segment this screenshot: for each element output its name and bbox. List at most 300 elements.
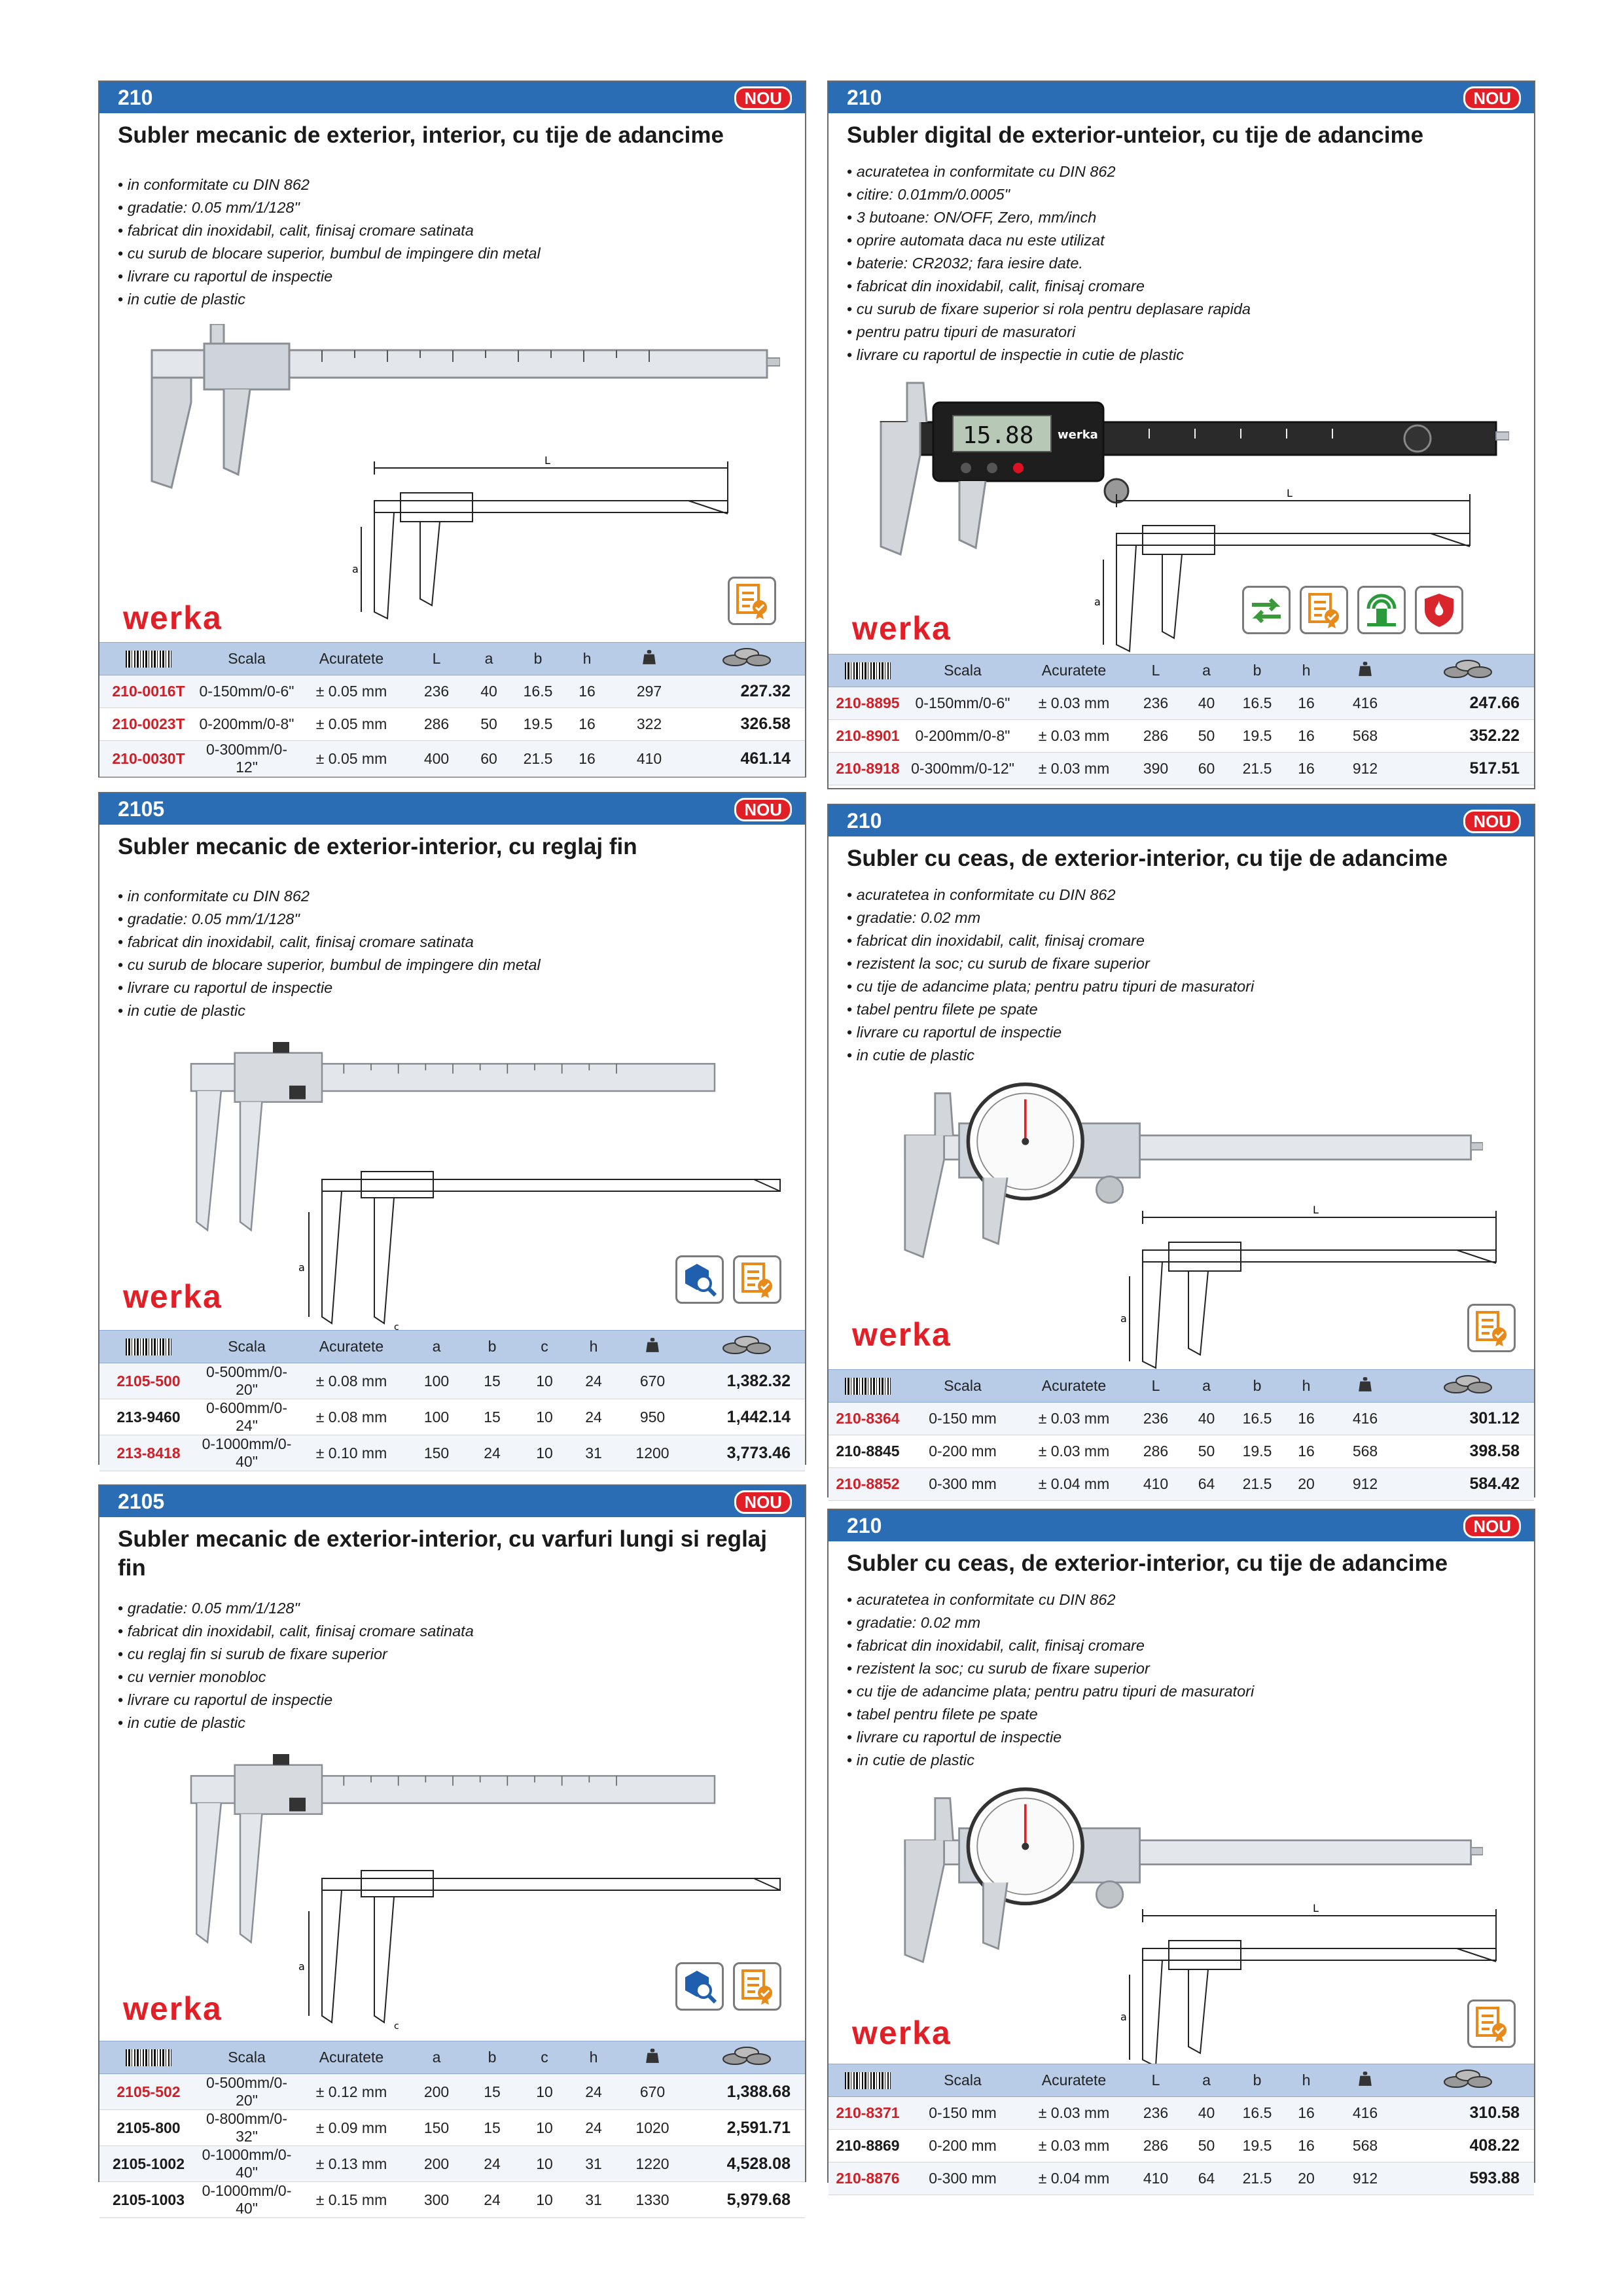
spec-table (829, 2064, 1534, 2195)
barcode-icon (829, 1370, 907, 1403)
table-header-row (829, 2064, 1534, 2097)
feature-item: • fabricat din inoxidabil, calit, finisaj cromare satinata (118, 1620, 792, 1643)
feature-badges (728, 577, 776, 625)
certificate-icon (728, 577, 776, 625)
cell-b: 19.5 (1231, 720, 1283, 753)
spec-table (99, 642, 805, 777)
column-header-acuratete: Acuratete (1018, 1370, 1130, 1403)
column-header-acuratete: Acuratete (1018, 655, 1130, 687)
feature-item: • fabricat din inoxidabil, calit, finisaj cromare (847, 929, 1521, 952)
cell-acuratete: ± 0.12 mm (296, 2074, 407, 2110)
table-row (829, 2162, 1534, 2195)
feature-item: • in cutie de plastic (847, 1749, 1521, 1772)
article-code: 210-8901 (829, 720, 907, 753)
cell-h: 16 (564, 675, 610, 708)
column-header-a: a (1182, 655, 1231, 687)
barcode-icon (829, 655, 907, 687)
table-row (99, 675, 805, 708)
cell-c: 10 (518, 1363, 571, 1399)
cell-weight: 1020 (616, 2110, 688, 2146)
feature-item: • in cutie de plastic (118, 288, 792, 311)
cell-a: 150 (407, 1435, 466, 1471)
cell-c: 10 (518, 2146, 571, 2182)
coins-icon (1401, 655, 1534, 687)
cell-b: 16.5 (1231, 1403, 1283, 1435)
product-group-code: 2105 (118, 1490, 165, 1513)
column-header-c: c (518, 1331, 571, 1363)
cell-b: 21.5 (1231, 753, 1283, 785)
column-header-acuratete: Acuratete (296, 2041, 407, 2074)
signal-icon (1357, 586, 1406, 634)
weight-icon (1329, 1370, 1401, 1403)
cell-L: 286 (1130, 1435, 1182, 1468)
cell-weight: 322 (610, 708, 688, 741)
cell-c: 10 (518, 2182, 571, 2218)
feature-item: • oprire automata daca nu este utilizat (847, 229, 1521, 252)
panel-header (829, 82, 1534, 113)
cell-h: 31 (571, 1435, 616, 1471)
table-row (829, 720, 1534, 753)
cell-b: 21.5 (1231, 2162, 1283, 2195)
feature-item: • livrare cu raportul de inspectie (118, 265, 792, 288)
feature-item: • cu tije de adancime plata; pentru patru tipuri de masuratori (847, 975, 1521, 998)
cell-weight: 912 (1329, 1468, 1401, 1501)
brand-logo: werka (852, 2015, 952, 2051)
cell-a: 100 (407, 1363, 466, 1399)
column-header-L: L (1130, 1370, 1182, 1403)
cell-a: 50 (1182, 1435, 1231, 1468)
column-header-h: h (571, 1331, 616, 1363)
cell-scala: 0-500mm/0-20" (198, 1363, 296, 1399)
cell-acuratete: ± 0.03 mm (1018, 753, 1130, 785)
column-header-b: b (512, 643, 564, 675)
article-code: 2105-1003 (99, 2182, 198, 2218)
cell-a: 50 (1182, 720, 1231, 753)
feature-item: • gradatie: 0.02 mm (847, 1611, 1521, 1634)
feature-item: • in cutie de plastic (118, 999, 792, 1022)
cell-b: 24 (466, 2146, 518, 2182)
cell-scala: 0-150 mm (907, 1403, 1018, 1435)
table-row (99, 2110, 805, 2146)
cell-a: 40 (466, 675, 512, 708)
feature-item: • livrare cu raportul de inspectie (118, 1689, 792, 1712)
cell-scala: 0-1000mm/0-40" (198, 2146, 296, 2182)
article-code: 210-8852 (829, 1468, 907, 1501)
article-code: 210-8918 (829, 753, 907, 785)
new-badge: NOU (734, 798, 792, 821)
feature-item: • in cutie de plastic (847, 1044, 1521, 1067)
table-row (99, 1399, 805, 1435)
cell-a: 50 (466, 708, 512, 741)
table-header-row (99, 643, 805, 675)
cell-price: 1,388.68 (688, 2074, 805, 2110)
product-group-code: 210 (847, 809, 882, 833)
feature-item: • gradatie: 0.05 mm/1/128" (118, 1597, 792, 1620)
cell-acuratete: ± 0.10 mm (296, 1435, 407, 1471)
table-row (829, 1403, 1534, 1435)
cell-weight: 670 (616, 1363, 688, 1399)
cell-c: 10 (518, 2074, 571, 2110)
barcode-icon (99, 1331, 198, 1363)
cell-scala: 0-300 mm (907, 1468, 1018, 1501)
product-title: Subler mecanic de exterior, interior, cu tije de adancime (118, 122, 724, 148)
product-panel-210-mechanic (98, 81, 806, 778)
column-header-a: a (1182, 1370, 1231, 1403)
brand-logo: werka (123, 600, 223, 636)
cell-scala: 0-300mm/0-12" (907, 753, 1018, 785)
table-row (99, 1435, 805, 1471)
article-code: 210-0023T (99, 708, 198, 741)
feature-item: • livrare cu raportul de inspectie in cutie de plastic (847, 344, 1521, 367)
cell-L: 400 (407, 741, 466, 777)
cell-acuratete: ± 0.09 mm (296, 2110, 407, 2146)
cell-price: 301.12 (1401, 1403, 1534, 1435)
column-header-scala: Scala (907, 2064, 1018, 2097)
barcode-icon (829, 2064, 907, 2097)
product-panel-2105-long (98, 1484, 806, 2217)
cell-weight: 1330 (616, 2182, 688, 2218)
article-code: 213-9460 (99, 1399, 198, 1435)
cell-h: 16 (1283, 753, 1329, 785)
cell-h: 31 (571, 2146, 616, 2182)
cell-scala: 0-200mm/0-8" (907, 720, 1018, 753)
cell-price: 4,528.08 (688, 2146, 805, 2182)
column-header-scala: Scala (198, 1331, 296, 1363)
feature-list (847, 1588, 1521, 1772)
cell-c: 10 (518, 1399, 571, 1435)
cell-a: 200 (407, 2146, 466, 2182)
feature-item: • tabel pentru filete pe spate (847, 1703, 1521, 1726)
cell-acuratete: ± 0.05 mm (296, 675, 407, 708)
product-title: Subler cu ceas, de exterior-interior, cu tije de adancime (847, 1551, 1448, 1576)
cell-h: 24 (571, 1399, 616, 1435)
cell-a: 64 (1182, 1468, 1231, 1501)
feature-item: • livrare cu raportul de inspectie (847, 1021, 1521, 1044)
cell-b: 24 (466, 1435, 518, 1471)
article-code: 210-0030T (99, 741, 198, 777)
feature-item: • acuratetea in conformitate cu DIN 862 (847, 1588, 1521, 1611)
feature-badges (1242, 586, 1463, 634)
new-badge: NOU (734, 1490, 792, 1514)
cell-b: 15 (466, 2110, 518, 2146)
certificate-icon (1300, 586, 1348, 634)
cell-price: 593.88 (1401, 2162, 1534, 2195)
cell-scala: 0-150mm/0-6" (198, 675, 296, 708)
cell-scala: 0-1000mm/0-40" (198, 1435, 296, 1471)
cell-h: 24 (571, 2074, 616, 2110)
product-title: Subler mecanic de exterior-interior, cu reglaj fin (118, 834, 637, 859)
product-group-code: 210 (847, 86, 882, 109)
column-header-b: b (1231, 1370, 1283, 1403)
cell-price: 2,591.71 (688, 2110, 805, 2146)
table-header-row (99, 1331, 805, 1363)
column-header-scala: Scala (907, 1370, 1018, 1403)
feature-item: • cu vernier monobloc (118, 1666, 792, 1689)
cell-acuratete: ± 0.08 mm (296, 1363, 407, 1399)
shield-icon (1415, 586, 1463, 634)
cell-L: 286 (1130, 720, 1182, 753)
cell-L: 410 (1130, 2162, 1182, 2195)
cell-h: 24 (571, 1363, 616, 1399)
article-code: 2105-800 (99, 2110, 198, 2146)
cell-scala: 0-600mm/0-24" (198, 1399, 296, 1435)
weight-icon (1329, 2064, 1401, 2097)
column-header-scala: Scala (198, 643, 296, 675)
feature-item: • cu tije de adancime plata; pentru patru tipuri de masuratori (847, 1680, 1521, 1703)
cell-acuratete: ± 0.03 mm (1018, 720, 1130, 753)
feature-list (118, 173, 792, 311)
table-row (829, 2097, 1534, 2130)
brand-logo: werka (123, 1278, 223, 1315)
panel-header (99, 82, 805, 113)
coins-icon (688, 2041, 805, 2074)
product-group-code: 210 (847, 1514, 882, 1537)
column-header-a: a (407, 1331, 466, 1363)
cell-scala: 0-300 mm (907, 2162, 1018, 2195)
article-code: 210-8371 (829, 2097, 907, 2130)
cell-h: 16 (1283, 2097, 1329, 2130)
cell-b: 15 (466, 1363, 518, 1399)
cell-weight: 416 (1329, 2097, 1401, 2130)
cell-a: 40 (1182, 687, 1231, 720)
article-code: 210-0016T (99, 675, 198, 708)
coins-icon (688, 643, 805, 675)
feature-badges (1467, 2000, 1516, 2048)
cell-price: 584.42 (1401, 1468, 1534, 1501)
table-row (829, 1435, 1534, 1468)
spec-table (99, 2041, 805, 2218)
cell-L: 236 (1130, 2097, 1182, 2130)
cell-acuratete: ± 0.03 mm (1018, 1403, 1130, 1435)
cell-c: 10 (518, 1435, 571, 1471)
weight-icon (1329, 655, 1401, 687)
cell-a: 40 (1182, 1403, 1231, 1435)
cell-a: 64 (1182, 2162, 1231, 2195)
column-header-scala: Scala (198, 2041, 296, 2074)
product-title: Subler mecanic de exterior-interior, cu varfuri lungi si reglaj fin (118, 1526, 767, 1581)
feature-item: • in conformitate cu DIN 862 (118, 885, 792, 908)
panel-header (99, 1486, 805, 1517)
cell-a: 300 (407, 2182, 466, 2218)
cell-L: 236 (407, 675, 466, 708)
feature-list (118, 1597, 792, 1734)
coins-icon (1401, 1370, 1534, 1403)
cell-b: 19.5 (512, 708, 564, 741)
certificate-icon (733, 1255, 781, 1304)
feature-item: • tabel pentru filete pe spate (847, 998, 1521, 1021)
feature-item: • citire: 0.01mm/0.0005" (847, 183, 1521, 206)
cell-a: 100 (407, 1399, 466, 1435)
column-header-h: h (1283, 655, 1329, 687)
cell-b: 21.5 (1231, 1468, 1283, 1501)
cell-price: 326.58 (688, 708, 805, 741)
certificate-icon (733, 1962, 781, 2011)
cell-a: 60 (1182, 753, 1231, 785)
table-header-row (829, 1370, 1534, 1403)
cell-b: 15 (466, 1399, 518, 1435)
feature-item: • baterie: CR2032; fara iesire date. (847, 252, 1521, 275)
feature-item: • 3 butoane: ON/OFF, Zero, mm/inch (847, 206, 1521, 229)
article-code: 210-8845 (829, 1435, 907, 1468)
cell-h: 16 (1283, 720, 1329, 753)
column-header-acuratete: Acuratete (296, 1331, 407, 1363)
article-code: 210-8869 (829, 2130, 907, 2162)
cell-L: 236 (1130, 687, 1182, 720)
product-group-code: 210 (118, 86, 153, 109)
product-title: Subler digital de exterior-unteior, cu tije de adancime (847, 122, 1424, 148)
cell-h: 16 (1283, 2130, 1329, 2162)
product-group-code: 2105 (118, 797, 165, 821)
feature-badges (1467, 1304, 1516, 1352)
column-header-h: h (564, 643, 610, 675)
cell-b: 19.5 (1231, 1435, 1283, 1468)
feature-item: • gradatie: 0.05 mm/1/128" (118, 908, 792, 931)
column-header-a: a (466, 643, 512, 675)
cell-h: 16 (564, 741, 610, 777)
feature-item: • fabricat din inoxidabil, calit, finisaj cromare (847, 1634, 1521, 1657)
cell-scala: 0-200mm/0-8" (198, 708, 296, 741)
feature-item: • rezistent la soc; cu surub de fixare superior (847, 952, 1521, 975)
cell-acuratete: ± 0.15 mm (296, 2182, 407, 2218)
cell-scala: 0-300mm/0-12" (198, 741, 296, 777)
cell-a: 200 (407, 2074, 466, 2110)
cell-b: 16.5 (1231, 687, 1283, 720)
cell-scala: 0-500mm/0-20" (198, 2074, 296, 2110)
feature-item: • livrare cu raportul de inspectie (118, 977, 792, 999)
cell-scala: 0-200 mm (907, 2130, 1018, 2162)
cell-acuratete: ± 0.08 mm (296, 1399, 407, 1435)
cell-weight: 416 (1329, 1403, 1401, 1435)
column-header-b: b (466, 1331, 518, 1363)
brand-logo: werka (852, 610, 952, 647)
feature-item: • gradatie: 0.05 mm/1/128" (118, 196, 792, 219)
column-header-h: h (1283, 1370, 1329, 1403)
cell-weight: 568 (1329, 720, 1401, 753)
cell-weight: 297 (610, 675, 688, 708)
weight-icon (610, 643, 688, 675)
cell-price: 3,773.46 (688, 1435, 805, 1471)
cell-L: 286 (407, 708, 466, 741)
column-header-h: h (571, 2041, 616, 2074)
feature-item: • cu surub de fixare superior si rola pentru deplasare rapida (847, 298, 1521, 321)
feature-item: • acuratetea in conformitate cu DIN 862 (847, 884, 1521, 906)
cell-b: 16.5 (1231, 2097, 1283, 2130)
inspection-icon (675, 1962, 724, 2011)
cell-price: 517.51 (1401, 753, 1534, 785)
feature-item: • livrare cu raportul de inspectie (847, 1726, 1521, 1749)
feature-item: • rezistent la soc; cu surub de fixare superior (847, 1657, 1521, 1680)
product-panel-2105-fine (98, 792, 806, 1470)
cell-b: 15 (466, 2074, 518, 2110)
article-code: 2105-500 (99, 1363, 198, 1399)
new-badge: NOU (1463, 810, 1521, 833)
column-header-a: a (1182, 2064, 1231, 2097)
cell-weight: 416 (1329, 687, 1401, 720)
brand-logo: werka (123, 1990, 223, 2027)
weight-icon (616, 1331, 688, 1363)
spec-table (99, 1330, 805, 1471)
feature-item: • in cutie de plastic (118, 1712, 792, 1734)
cell-acuratete: ± 0.03 mm (1018, 2097, 1130, 2130)
cell-L: 390 (1130, 753, 1182, 785)
feature-item: • fabricat din inoxidabil, calit, finisaj cromare satinata (118, 219, 792, 242)
barcode-icon (99, 643, 198, 675)
cell-acuratete: ± 0.03 mm (1018, 1435, 1130, 1468)
cell-price: 1,382.32 (688, 1363, 805, 1399)
table-header-row (99, 2041, 805, 2074)
cell-scala: 0-1000mm/0-40" (198, 2182, 296, 2218)
inspection-icon (675, 1255, 724, 1304)
table-row (829, 2130, 1534, 2162)
feature-item: • cu surub de blocare superior, bumbul de impingere din metal (118, 954, 792, 977)
cell-acuratete: ± 0.04 mm (1018, 2162, 1130, 2195)
brand-logo: werka (852, 1316, 952, 1353)
cell-L: 410 (1130, 1468, 1182, 1501)
cell-scala: 0-800mm/0-32" (198, 2110, 296, 2146)
table-row (99, 1363, 805, 1399)
cell-price: 5,979.68 (688, 2182, 805, 2218)
cell-weight: 1200 (616, 1435, 688, 1471)
column-header-acuratete: Acuratete (296, 643, 407, 675)
cell-acuratete: ± 0.03 mm (1018, 2130, 1130, 2162)
table-row (99, 2074, 805, 2110)
cell-h: 20 (1283, 1468, 1329, 1501)
new-badge: NOU (734, 86, 792, 110)
cell-L: 286 (1130, 2130, 1182, 2162)
cell-weight: 912 (1329, 753, 1401, 785)
cell-a: 150 (407, 2110, 466, 2146)
panel-header (829, 805, 1534, 836)
dimension-diagram (1116, 1903, 1509, 2073)
cell-h: 24 (571, 2110, 616, 2146)
cell-weight: 410 (610, 741, 688, 777)
product-panel-210-dial-1 (827, 804, 1535, 1498)
column-header-L: L (407, 643, 466, 675)
feature-item: • in conformitate cu DIN 862 (118, 173, 792, 196)
dimension-diagram (348, 455, 741, 625)
product-panel-210-digital (827, 81, 1535, 789)
feature-item: • cu reglaj fin si surub de fixare superior (118, 1643, 792, 1666)
cell-price: 461.14 (688, 741, 805, 777)
feature-item: • pentru patru tipuri de masuratori (847, 321, 1521, 344)
cell-a: 40 (1182, 2097, 1231, 2130)
dimension-diagram (296, 1166, 793, 1336)
cell-b: 24 (466, 2182, 518, 2218)
cell-weight: 670 (616, 2074, 688, 2110)
cell-price: 310.58 (1401, 2097, 1534, 2130)
panel-header (829, 1510, 1534, 1541)
feature-list (847, 160, 1521, 367)
column-header-L: L (1130, 2064, 1182, 2097)
feature-item: • fabricat din inoxidabil, calit, finisaj cromare satinata (118, 931, 792, 954)
table-header-row (829, 655, 1534, 687)
column-header-L: L (1130, 655, 1182, 687)
column-header-b: b (1231, 2064, 1283, 2097)
column-header-b: b (1231, 655, 1283, 687)
dimension-diagram (1116, 1204, 1509, 1374)
cell-L: 236 (1130, 1403, 1182, 1435)
feature-badges (675, 1962, 781, 2011)
cell-h: 16 (1283, 1403, 1329, 1435)
cell-b: 21.5 (512, 741, 564, 777)
column-header-scala: Scala (907, 655, 1018, 687)
cell-scala: 0-150 mm (907, 2097, 1018, 2130)
cell-scala: 0-200 mm (907, 1435, 1018, 1468)
cell-weight: 568 (1329, 1435, 1401, 1468)
feature-item: • cu surub de blocare superior, bumbul de impingere din metal (118, 242, 792, 265)
article-code: 213-8418 (99, 1435, 198, 1471)
cell-price: 227.32 (688, 675, 805, 708)
